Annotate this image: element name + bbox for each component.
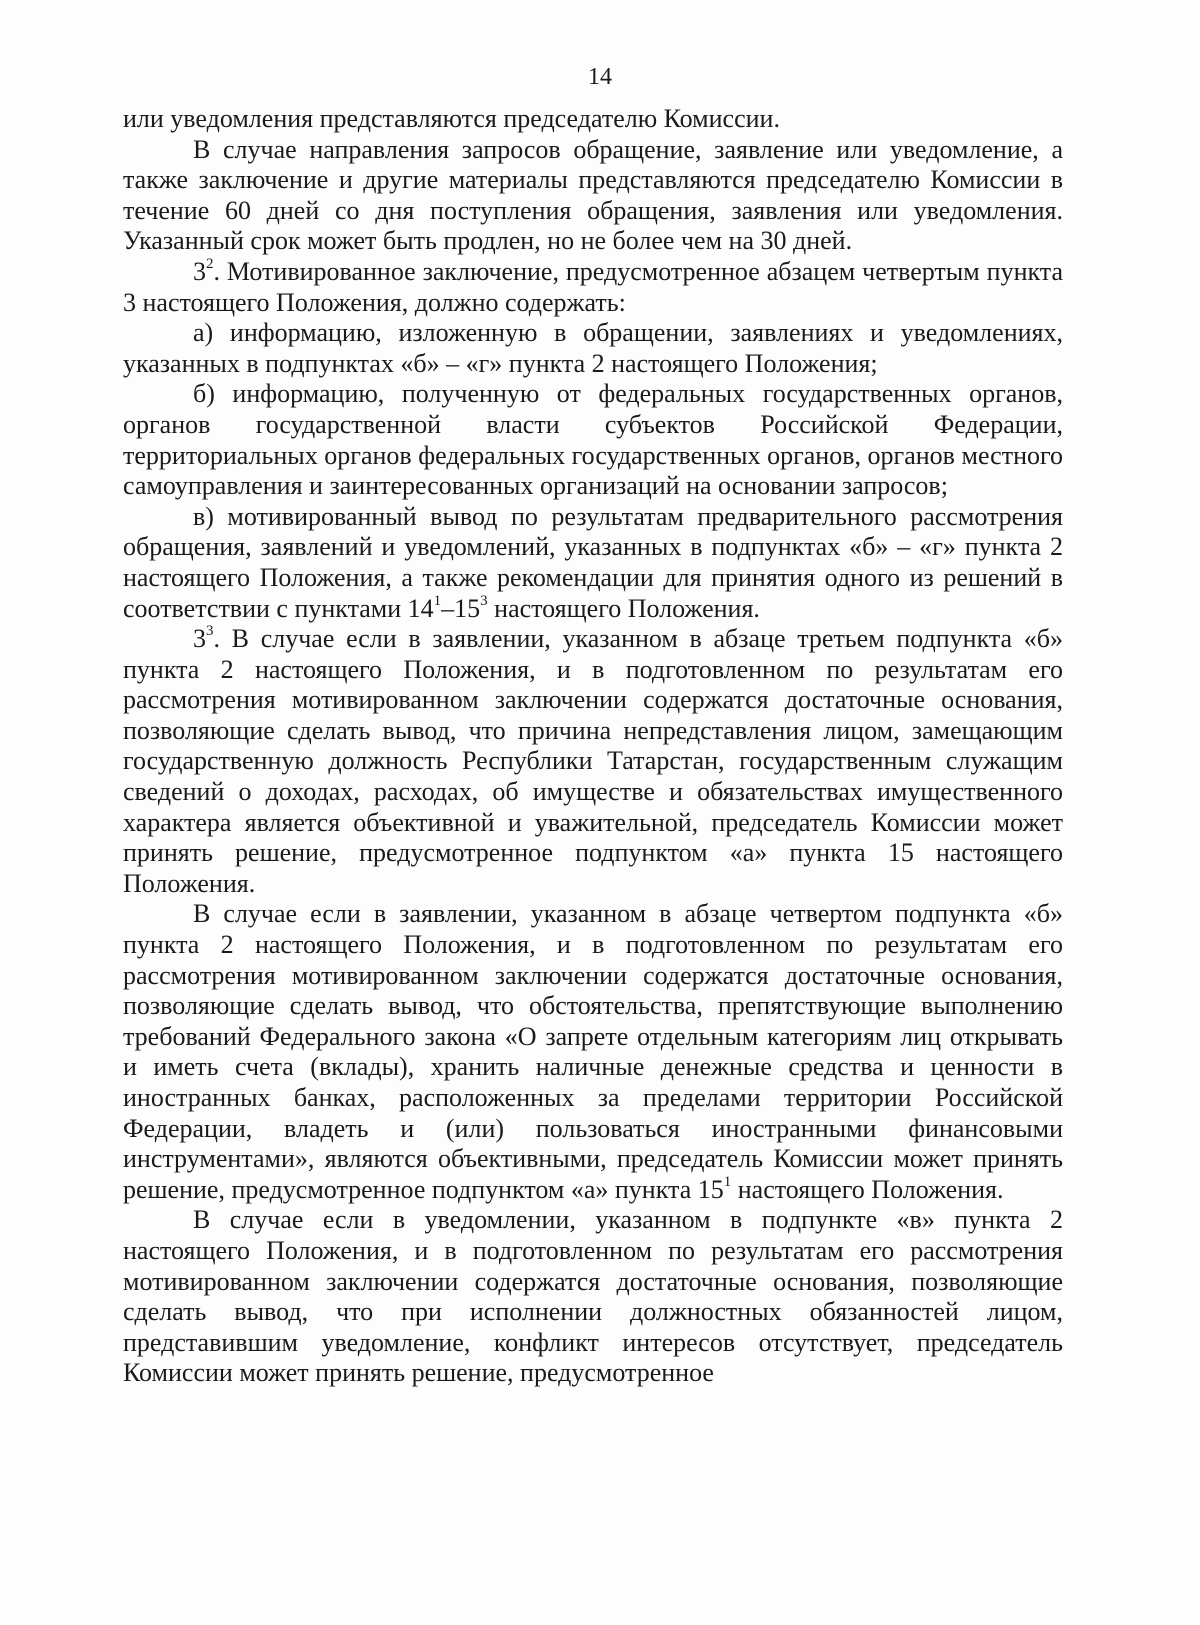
paragraph-point-3-3 bbox=[123, 624, 1063, 899]
paragraph-text: или уведомления представляются председателю Комиссии. bbox=[123, 104, 780, 133]
paragraph-text: б) информацию, полученную от федеральных государственных органов, органов государственной власти субъектов Российской Федерации, территориальных органов федеральных государственных органов, органов местного самоуправления и заинтересованных организаций на основании запросов; bbox=[123, 379, 1063, 501]
paragraph-point-3-2 bbox=[123, 257, 1063, 318]
point-number: 3 bbox=[193, 624, 206, 654]
paragraph-text: В случае если в уведомлении, указанном в подпункте «в» пункта 2 настоящего Положения, и в подготовленном по результатам его рассмотрения мотивированном заключении содержатся достаточные основания, позволяющие сделать вывод, что при исполнении должностных обязанностей лицом, представившим уведомление, конфликт интересов отсутствует, председатель Комиссии может принять решение, предусмотренное bbox=[123, 1205, 1063, 1388]
paragraph-item-a bbox=[123, 318, 1063, 379]
paragraph-text: а) информацию, изложенную в обращении, заявлениях и уведомлениях, указанных в подпунктах «б» – «г» пункта 2 настоящего Положения; bbox=[123, 318, 1063, 378]
document-body bbox=[123, 104, 1063, 1389]
superscript: 1 bbox=[723, 1174, 732, 1191]
paragraph-continuation bbox=[123, 104, 1063, 135]
paragraph-conflict-of-interest bbox=[123, 1205, 1063, 1389]
paragraph-text: –15 bbox=[441, 593, 481, 623]
paragraph-text: в) мотивированный вывод по результатам предварительного рассмотрения обращения, заявлений и уведомлений, указанных в подпунктах «б» – «г» пункта 2 настоящего Положения, а также рекомендации для принятия одного из решений в соответствии с пунктами 14 bbox=[123, 501, 1063, 623]
point-superscript: 3 bbox=[206, 623, 214, 640]
paragraph-foreign-accounts bbox=[123, 899, 1063, 1205]
paragraph-text: настоящего Положения. bbox=[731, 1174, 1004, 1204]
paragraph-item-v bbox=[123, 502, 1063, 624]
paragraph-requests-deadline bbox=[123, 135, 1063, 257]
paragraph-text: настоящего Положения. bbox=[487, 593, 760, 623]
paragraph-text: . В случае если в заявлении, указанном в абзаце третьем подпункта «б» пункта 2 настоящего Положения, и в подготовленном по результатам его рассмотрения мотивированном заключении содержатся достаточные основания, позволяющие сделать вывод, что причина непредставления лицом, замещающим государственную должность Республики Татарстан, государственным служащим сведений о доходах, расходах, об имуществе и обязательствах имущественного характера является объективной и уважительной, председатель Комиссии может принять решение, предусмотренное подпунктом «а» пункта 15 настоящего Положения. bbox=[123, 624, 1063, 898]
superscript: 1 bbox=[433, 592, 442, 609]
paragraph-text: . Мотивированное заключение, предусмотренное абзацем четвертым пункта 3 настоящего Положения, должно содержать: bbox=[123, 256, 1063, 317]
page-number: 14 bbox=[588, 64, 612, 90]
paragraph-item-b bbox=[123, 379, 1063, 501]
paragraph-text: В случае если в заявлении, указанном в абзаце четвертом подпункта «б» пункта 2 настоящего Положения, и в подготовленном по результатам его рассмотрения мотивированном заключении содержатся достаточные основания, позволяющие сделать вывод, что обстоятельства, препятствующие выполнению требований Федерального закона «О запрете отдельным категориям лиц открывать и иметь счета (вклады), хранить наличные денежные средства и ценности в иностранных банках, расположенных за пределами территории Российской Федерации, владеть и (или) пользоваться иностранными финансовыми инструментами», являются объективными, председатель Комиссии может принять решение, предусмотренное подпунктом «а» пункта 15 bbox=[123, 899, 1063, 1204]
paragraph-text: В случае направления запросов обращение, заявление или уведомление, а также заключение и другие материалы представляются председателю Комиссии в течение 60 дней со дня поступления обращения, заявления или уведомления. Указанный срок может быть продлен, но не более чем на 30 дней. bbox=[123, 134, 1063, 256]
point-superscript: 2 bbox=[206, 256, 214, 273]
superscript: 3 bbox=[480, 592, 488, 609]
point-number: 3 bbox=[193, 256, 206, 286]
